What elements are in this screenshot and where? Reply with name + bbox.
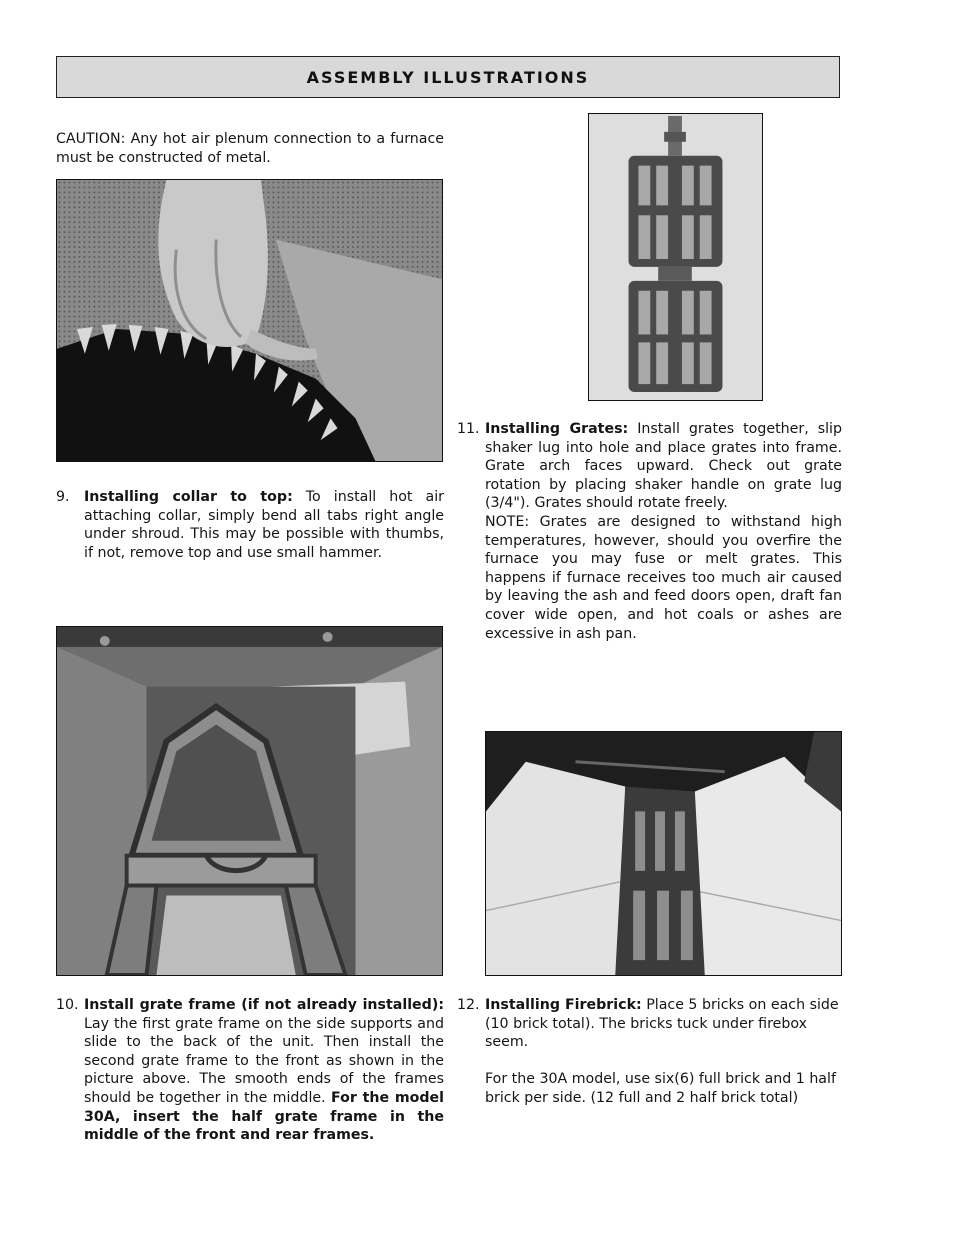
step-9: [56, 488, 444, 562]
step-note: NOTE: Grates are designed to withstand high temperatures, however, should you overfire the furnace you may fuse or melt grates. This happens if furnace receives too much air caused by leaving the ash and feed doors open, draft fan cover wide open, and hot coals or ashes are excessive in ash pan.: [485, 513, 842, 642]
step-number: 9.: [56, 489, 70, 505]
photo-firebrick: [485, 731, 842, 976]
step-number: 12.: [457, 997, 480, 1013]
section-header: [56, 56, 840, 98]
step-title: Installing Grates:: [485, 421, 629, 437]
photo-grate-frame: [56, 626, 443, 976]
step-extra: For the 30A model, use six(6) full brick and 1 half brick per side. (12 full and 2 half brick total): [485, 1071, 836, 1106]
step-title: Installing Firebrick:: [485, 997, 642, 1013]
step-text: Install grates together, slip shaker lug into hole and place grates into frame. Grate arch faces upward. Check out grate rotation by placing shaker handle on grate lug (3/4"). Grates should rotate freely.: [485, 421, 843, 512]
caution-text: CAUTION: Any hot air plenum connection to a furnace must be constructed of metal.: [56, 131, 444, 166]
step-10: [56, 996, 444, 1145]
section-title: ASSEMBLY ILLUSTRATIONS: [306, 67, 590, 87]
step-12: [457, 996, 842, 1108]
step-title: Install grate frame (if not already installed):: [84, 997, 444, 1013]
step-number: 10.: [56, 997, 79, 1013]
step-number: 11.: [457, 421, 480, 437]
step-text: To install hot air attaching collar, simply bend all tabs right angle under shroud. This may be possible with thumbs, if not, remove top and use small hammer.: [84, 489, 444, 561]
step-text: Place 5 bricks on each side (10 brick total). The bricks tuck under firebox seem.: [485, 997, 839, 1051]
step-title: Installing collar to top:: [84, 489, 293, 505]
step-11: [457, 420, 842, 643]
step-text: Lay the first grate frame on the side supports and slide to the back of the unit. Then install the second grate frame to the front as shown in the picture above. The smooth ends of the frames should be together in the middle.: [84, 1015, 444, 1106]
step-bold-note: For the model 30A, insert the half grate frame in the middle of the front and rear frames.: [84, 1089, 444, 1144]
photo-collar-installation: [56, 179, 443, 462]
photo-grates: [588, 113, 763, 401]
